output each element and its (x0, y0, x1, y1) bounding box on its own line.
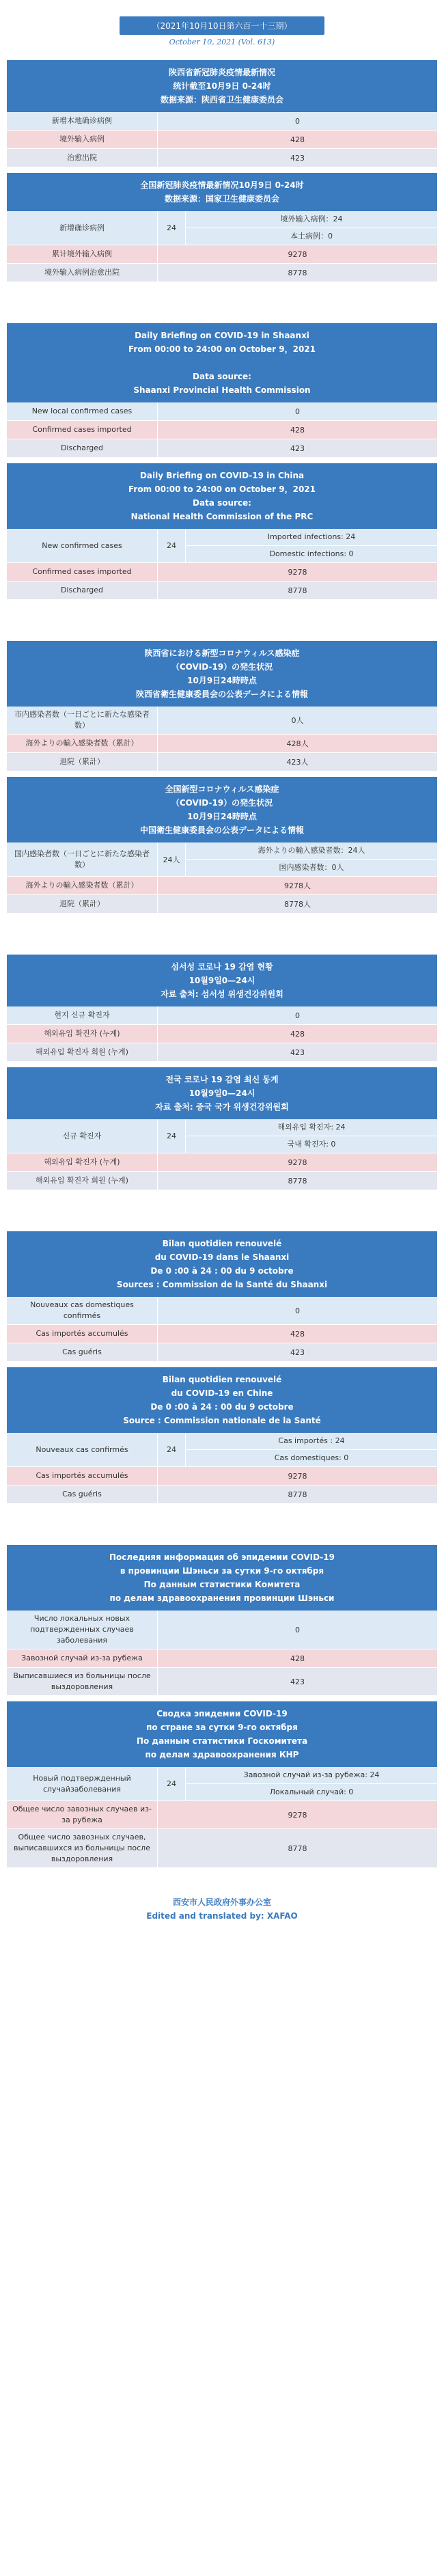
section-title (7, 641, 437, 707)
imported-cases: 海外よりの輸入感染者数：24人 (186, 842, 437, 860)
section-title (7, 60, 437, 112)
row-label: 해외유입 확진자 (누계) (44, 1157, 120, 1166)
row-value: 428 (157, 1025, 437, 1043)
title-line: 10月9日24時時点 (187, 676, 257, 685)
row-label: New local confirmed cases (31, 407, 133, 415)
row-value: 423 (157, 1668, 437, 1695)
title-line: 10월9일0—24시 (189, 1088, 255, 1098)
section-title (7, 777, 437, 842)
new-cases-breakdown (185, 842, 437, 876)
new-cases-breakdown (185, 1119, 437, 1153)
table-row (7, 402, 437, 421)
title-line: National Health Commission of the PRC (130, 512, 314, 521)
new-cases-label: Новый подтвержденный случайзаболевания (33, 1773, 131, 1794)
table-row (7, 581, 437, 600)
new-cases-label: 国内感染者数（一日ごとに新たな感染者数） (14, 849, 150, 869)
title-line: По данным статистики Госкомитета (136, 1736, 308, 1746)
title-line: Sources : Commission de la Santé du Shaanxi (116, 1280, 328, 1289)
row-value: 0人 (157, 707, 437, 734)
lang-block-ja (7, 641, 437, 914)
imported-cases: Imported infections: 24 (186, 529, 437, 546)
title-line: 数据来源：陕西省卫生健康委员会 (160, 95, 283, 105)
footer-credit: Edited and translated by: XAFAO (146, 1911, 298, 1921)
title-line: По данным статистики Комитета (143, 1580, 301, 1589)
table-row (7, 1153, 437, 1172)
table-row (7, 1467, 437, 1485)
title-line: （COVID-19）の発生状況 (171, 798, 273, 808)
row-label: 退院（累計） (59, 757, 105, 766)
table-row (7, 1668, 437, 1696)
title-line: 전국 코로나 19 감염 최신 동계 (165, 1075, 279, 1084)
row-label: Cas guéris (62, 1347, 102, 1356)
domestic-cases: Domestic infections: 0 (269, 549, 354, 558)
lang-block-en (7, 323, 437, 600)
row-label: 治愈出院 (67, 153, 97, 162)
row-value: 9278 (157, 245, 437, 263)
section-en-china (7, 463, 437, 600)
section-fr-shaanxi (7, 1231, 437, 1362)
row-label: 海外よりの輸入感染者数（累計） (25, 881, 139, 890)
row-value: 0 (157, 112, 437, 130)
row-label: 해외유입 확진자 회원 (누계) (36, 1047, 128, 1056)
title-line: Shaanxi Provincial Health Commission (133, 385, 311, 395)
table-row (7, 421, 437, 439)
new-cases-row (7, 529, 437, 563)
table-row (7, 1006, 437, 1025)
row-label: Выписавшиеся из больницы после выздоровления (13, 1671, 151, 1691)
title-line: du COVID-19 dans le Shaanxi (154, 1252, 290, 1262)
section-ru-shaanxi (7, 1545, 437, 1696)
new-cases-breakdown (185, 529, 437, 562)
section-title (7, 1701, 437, 1767)
row-value: 8778 (157, 581, 437, 599)
row-label: Discharged (60, 443, 104, 452)
lang-block-ko (7, 955, 437, 1190)
new-cases-total: 24 (157, 1119, 185, 1153)
title-line: Source : Commission nationale de la Santé (123, 1416, 321, 1425)
section-zh-shaanxi (7, 60, 437, 167)
title-line: 全国新型コロナウィルス感染症 (165, 784, 279, 794)
section-title (7, 1367, 437, 1433)
table-row (7, 149, 437, 167)
title-line: 中国衛生健康委員会の公表データによる情報 (139, 825, 304, 835)
row-value: 8778 (157, 1829, 437, 1867)
table-row (7, 439, 437, 458)
table-row (7, 1801, 437, 1829)
title-line: De 0 :00 à 24 : 00 du 9 octobre (150, 1402, 294, 1412)
title-line: по делам здравоохранения КНР (145, 1750, 299, 1759)
new-cases-total: 24 (157, 211, 185, 245)
row-label: 海外よりの輸入感染者数（累計） (25, 739, 139, 748)
domestic-cases: 国内感染者数：0人 (279, 863, 344, 872)
row-label: 市内感染者数（一日ごとに新たな感染者数） (14, 710, 150, 730)
new-cases-label: Nouveaux cas confirmés (36, 1444, 128, 1454)
title-line (11, 356, 433, 370)
new-cases-row (7, 211, 437, 245)
new-cases-total: 24 (157, 1433, 185, 1466)
title-line: From 00:00 to 24:00 on October 9，2021 (128, 344, 316, 354)
row-label: Cas importés accumulés (36, 1471, 128, 1480)
section-ko-shaanxi (7, 955, 437, 1062)
domestic-cases: Cas domestiques: 0 (274, 1453, 349, 1462)
imported-cases: 境外输入病例：24 (186, 211, 437, 228)
row-value: 423人 (157, 753, 437, 771)
row-value: 428 (157, 421, 437, 439)
row-label: Nouveaux cas domestiques confirmés (30, 1300, 134, 1320)
section-ko-china (7, 1067, 437, 1190)
section-fr-china (7, 1367, 437, 1504)
title-line: Data source: (193, 372, 251, 381)
issue-subtitle: October 10, 2021 (Vol. 613) (169, 38, 275, 46)
imported-cases: Cas importés : 24 (186, 1433, 437, 1450)
row-label: Общее число завозных случаев, выписавшихся из больницы после выздоровления (14, 1833, 150, 1863)
row-value: 423 (157, 1043, 437, 1061)
table-row (7, 1172, 437, 1190)
new-cases-breakdown (185, 1433, 437, 1466)
row-label: 境外输入病例 (59, 135, 105, 143)
row-value: 0 (157, 1297, 437, 1324)
new-cases-row (7, 842, 437, 877)
table-row (7, 1325, 437, 1343)
title-line: 陕西省新冠肺炎疫情最新情况 (168, 68, 275, 77)
lang-block-zh (7, 60, 437, 282)
table-row (7, 245, 437, 264)
row-value: 0 (157, 1006, 437, 1024)
table-row (7, 112, 437, 131)
table-row (7, 707, 437, 735)
new-cases-row (7, 1767, 437, 1801)
row-value: 8778人 (157, 895, 437, 913)
section-ja-china (7, 777, 437, 914)
section-title (7, 173, 437, 211)
title-line: Bilan quotidien renouvelé (162, 1239, 282, 1248)
row-value: 8778 (157, 1172, 437, 1190)
row-value: 423 (157, 149, 437, 167)
title-line: в провинции Шэньси за сутки 9-го октября (120, 1566, 324, 1576)
table-row (7, 563, 437, 581)
row-value: 9278人 (157, 877, 437, 894)
title-line: De 0 :00 à 24 : 00 du 9 octobre (150, 1266, 294, 1276)
new-cases-breakdown (185, 211, 437, 245)
row-label: Confirmed cases imported (32, 425, 132, 434)
row-value: 9278 (157, 1801, 437, 1828)
row-value: 428人 (157, 735, 437, 752)
new-cases-row (7, 1433, 437, 1467)
title-line: From 00:00 to 24:00 on October 9，2021 (128, 484, 316, 494)
title-line: （COVID-19）の発生状況 (171, 662, 273, 672)
section-title (7, 323, 437, 402)
domestic-cases: Локальный случай: 0 (269, 1787, 354, 1796)
title-line: 자료 출처: 섬서성 위생건강위원회 (161, 989, 283, 999)
row-value: 0 (157, 1611, 437, 1649)
lang-block-ru (7, 1545, 437, 1868)
table-row (7, 1343, 437, 1362)
section-title (7, 463, 437, 529)
title-line: 统计截至10月9日 0-24时 (173, 81, 271, 91)
footer-org: 西安市人民政府外事办公室 (172, 1897, 271, 1907)
title-line: 10월9일0—24시 (189, 976, 255, 985)
row-label: 해외유입 확진자 (누계) (44, 1029, 120, 1038)
table-row (7, 1649, 437, 1668)
row-label: Cas guéris (62, 1490, 102, 1498)
row-label: Завозной случай из-за рубежа (21, 1654, 143, 1662)
title-line: 陝西省における新型コロナウィルス感染症 (144, 648, 300, 658)
section-title (7, 955, 437, 1006)
row-value: 9278 (157, 563, 437, 581)
new-cases-breakdown (185, 1767, 437, 1800)
row-value: 0 (157, 402, 437, 420)
row-label: Cas importés accumulés (36, 1329, 128, 1338)
section-ja-shaanxi (7, 641, 437, 771)
title-line: 全国新冠肺炎疫情最新情况10月9日 0-24时 (140, 180, 304, 190)
new-cases-total: 24人 (157, 842, 185, 876)
section-title (7, 1231, 437, 1297)
row-value: 428 (157, 131, 437, 148)
row-label: Общее число завозных случаев из-за рубежа (12, 1805, 152, 1824)
section-title (7, 1067, 437, 1119)
table-row (7, 895, 437, 914)
title-line: 陝西省衛生健康委員会の公表データによる情報 (135, 689, 308, 699)
new-cases-total: 24 (157, 529, 185, 562)
table-row (7, 264, 437, 282)
row-label: Discharged (60, 586, 104, 594)
lang-block-fr (7, 1231, 437, 1504)
row-label: 현지 신규 확진자 (54, 1011, 110, 1019)
new-cases-label: 新增确诊病例 (59, 223, 105, 232)
title-line: 자료 출처: 중국 국가 위생건강위원회 (155, 1102, 289, 1112)
section-ru-china (7, 1701, 437, 1868)
table-row (7, 735, 437, 753)
row-label: 累计境外输入病例 (52, 249, 112, 258)
row-value: 8778 (157, 1485, 437, 1503)
imported-cases: 해외유입 확진자: 24 (186, 1119, 437, 1136)
row-label: 境外输入病例治愈出院 (44, 268, 120, 277)
row-label: Confirmed cases imported (32, 567, 132, 576)
table-row (7, 753, 437, 771)
new-cases-label: New confirmed cases (42, 540, 122, 550)
row-value: 423 (157, 439, 437, 457)
title-line: Daily Briefing on COVID-19 in China (139, 471, 305, 480)
content (0, 60, 444, 1868)
table-row (7, 877, 437, 895)
table-row (7, 1611, 437, 1649)
new-cases-label: 신규 확진자 (62, 1131, 102, 1140)
row-value: 428 (157, 1649, 437, 1667)
table-row (7, 1025, 437, 1043)
table-row (7, 1485, 437, 1504)
row-value: 8778 (157, 264, 437, 282)
title-line: по делам здравоохранения провинции Шэньси (109, 1593, 335, 1603)
row-label: Число локальных новых подтвержденных случаев заболевания (30, 1614, 134, 1645)
title-line: по стране за сутки 9-го октября (146, 1723, 298, 1732)
title-line: 섬서성 코로나 19 감염 현황 (171, 962, 273, 972)
title-line: Daily Briefing on COVID-19 in Shaanxi (135, 331, 309, 340)
section-en-shaanxi (7, 323, 437, 458)
row-label: 退院（累計） (59, 899, 105, 908)
section-title (7, 1545, 437, 1611)
title-line: Bilan quotidien renouvelé (162, 1375, 282, 1384)
title-line: Data source: (193, 498, 251, 508)
row-value: 423 (157, 1343, 437, 1361)
table-row (7, 1297, 437, 1325)
imported-cases: Завозной случай из-за рубежа: 24 (186, 1767, 437, 1784)
new-cases-total: 24 (157, 1767, 185, 1800)
table-row (7, 131, 437, 149)
row-value: 9278 (157, 1467, 437, 1485)
new-cases-row (7, 1119, 437, 1153)
row-label: 해외유입 확진자 회원 (누계) (36, 1176, 128, 1185)
title-line: 数据来源：国家卫生健康委员会 (164, 194, 279, 204)
footer (0, 1895, 444, 1923)
domestic-cases: 本土病例：0 (290, 232, 333, 241)
row-value: 9278 (157, 1153, 437, 1171)
row-value: 428 (157, 1325, 437, 1343)
section-zh-china (7, 173, 437, 282)
table-row (7, 1043, 437, 1062)
title-line: 10月9日24時時点 (187, 812, 257, 821)
title-line: Сводка эпидемии COVID-19 (156, 1709, 288, 1718)
title-line: Последняя информация об эпидемии COVID-19 (109, 1552, 335, 1562)
issue-badge: （2021年10月10日第六百一十三期） (120, 16, 324, 35)
domestic-cases: 국내 확진자: 0 (287, 1140, 336, 1149)
table-row (7, 1829, 437, 1868)
title-line: du COVID-19 en Chine (171, 1388, 273, 1398)
row-label: 新增本地确诊病例 (52, 116, 112, 125)
